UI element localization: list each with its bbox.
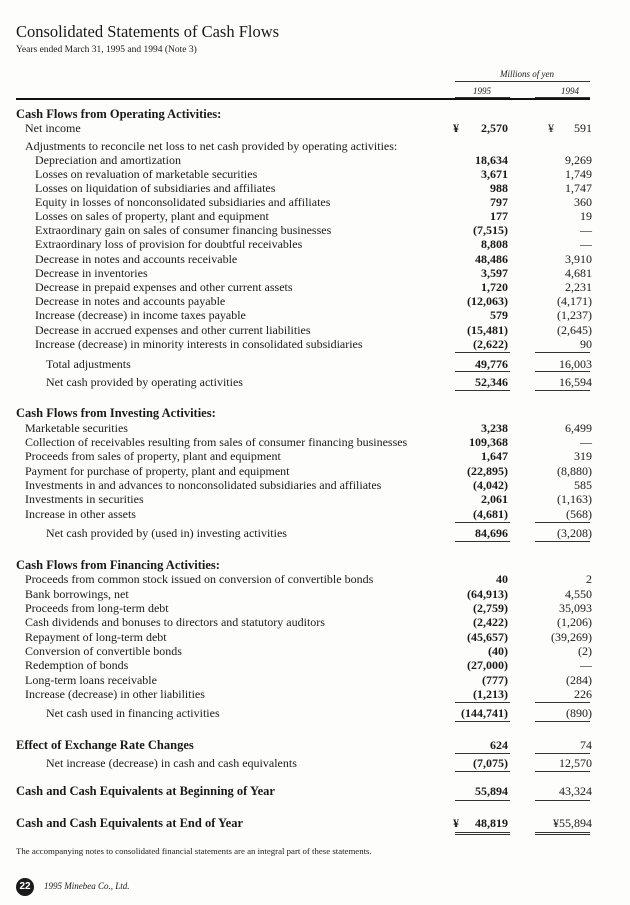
table-row: Increase (decrease) in income taxes payable 579 (1,237) [35, 308, 592, 322]
table-row: Collection of receivables resulting from sales of consumer financing businesses 109,368 — [25, 435, 592, 449]
table-row: Decrease in inventories 3,597 4,681 [35, 266, 592, 280]
table-row: Net cash used in financing activities (144,741) (890) [46, 706, 592, 720]
table-row: Extraordinary loss of provision for doubtful receivables 8,808 — [35, 237, 592, 251]
table-row: Repayment of long-term debt (45,657) (39,269) [25, 630, 592, 644]
section-investing-heading: Cash Flows from Investing Activities: [16, 406, 216, 420]
total-rule [535, 721, 590, 722]
table-row: Extraordinary gain on sales of consumer financing businesses (7,515) — [35, 223, 592, 237]
table-row: Investments in securities 2,061 (1,163) [25, 492, 592, 506]
column-header-1994: 1994 [561, 86, 579, 96]
subtotal-rule [455, 753, 510, 754]
table-row: Cash and Cash Equivalents at End of Year ¥ 48,819 ¥55,894 [16, 816, 592, 830]
table-row: Marketable securities 3,238 6,499 [25, 421, 592, 435]
footnote: The accompanying notes to consolidated financial statements are an integral part of these statements. [16, 846, 372, 856]
table-row: Conversion of convertible bonds (40) (2) [25, 644, 592, 658]
subtotal-rule [535, 800, 590, 801]
subtotal-rule [535, 753, 590, 754]
table-row: Proceeds from sales of property, plant and equipment 1,647 319 [25, 449, 592, 463]
subtotal-rule [455, 522, 510, 523]
yen-symbol-1995: ¥ [453, 816, 459, 830]
header-rule [16, 98, 590, 100]
table-row: Increase (decrease) in other liabilities (1,213) 226 [25, 687, 592, 701]
subtotal-rule [535, 522, 590, 523]
table-row: Payment for purchase of property, plant and equipment (22,895) (8,880) [25, 464, 592, 478]
table-row: Net income ¥ 2,570 ¥ 591 [25, 121, 592, 135]
subtotal-rule [455, 800, 510, 801]
total-rule [455, 390, 510, 391]
table-row: Net cash provided by operating activities 52,346 16,594 [46, 375, 592, 389]
subtotal-rule [535, 371, 590, 372]
table-row: Decrease in accrued expenses and other current liabilities (15,481) (2,645) [35, 323, 592, 337]
table-row: Total adjustments 49,776 16,003 [46, 357, 592, 371]
table-row: Effect of Exchange Rate Changes 624 74 [16, 738, 592, 752]
section-financing-heading: Cash Flows from Financing Activities: [16, 558, 220, 572]
statement-subtitle: Years ended March 31, 1995 and 1994 (Note 3) [16, 45, 197, 55]
subtotal-rule [455, 371, 510, 372]
table-row: Proceeds from long-term debt (2,759) 35,093 [25, 601, 592, 615]
table-row: Decrease in notes and accounts receivable 48,486 3,910 [35, 252, 592, 266]
table-row: Long-term loans receivable (777) (284) [25, 673, 592, 687]
total-rule [455, 721, 510, 722]
table-row: Cash dividends and bonuses to directors and statutory auditors (2,422) (1,206) [25, 615, 592, 629]
subtotal-rule [455, 702, 510, 703]
final-double-rule [455, 832, 510, 835]
table-row: Net increase (decrease) in cash and cash equivalents (7,075) 12,570 [46, 756, 592, 770]
table-row: Bank borrowings, net (64,913) 4,550 [25, 587, 592, 601]
final-double-rule [535, 832, 590, 835]
subtotal-rule [455, 352, 510, 353]
table-row: Increase (decrease) in minority interests in consolidated subsidiaries (2,622) 90 [35, 337, 592, 351]
table-row: Redemption of bonds (27,000) — [25, 658, 592, 672]
company-footer: 1995 Minebea Co., Ltd. [44, 881, 130, 891]
page-number-badge: 22 [16, 878, 34, 896]
table-row: Investments in and advances to nonconsolidated subsidiaries and affiliates (4,042) 585 [25, 478, 592, 492]
statement-title: Consolidated Statements of Cash Flows [16, 22, 280, 41]
table-row: Losses on revaluation of marketable securities 3,671 1,749 [35, 167, 592, 181]
total-rule [535, 390, 590, 391]
unit-underline [455, 81, 590, 82]
table-row: Decrease in prepaid expenses and other current assets 1,720 2,231 [35, 280, 592, 294]
table-row: Losses on liquidation of subsidiaries and affiliates 988 1,747 [35, 181, 592, 195]
table-row: Net cash provided by (used in) investing activities 84,696 (3,208) [46, 526, 592, 540]
table-row: Decrease in notes and accounts payable (12,063) (4,171) [35, 294, 592, 308]
total-rule [535, 541, 590, 542]
yen-symbol-1994: ¥ [548, 121, 554, 135]
subtotal-rule [535, 702, 590, 703]
section-operating-heading: Cash Flows from Operating Activities: [16, 107, 222, 121]
column-header-1995: 1995 [473, 86, 491, 96]
table-row: Adjustments to reconcile net loss to net cash provided by operating activities: [25, 139, 398, 153]
table-row: Equity in losses of nonconsolidated subsidiaries and affiliates 797 360 [35, 195, 592, 209]
total-rule [535, 771, 590, 772]
yen-symbol-1995: ¥ [453, 121, 459, 135]
total-rule [455, 771, 510, 772]
table-row: Losses on sales of property, plant and equipment 177 19 [35, 209, 592, 223]
total-rule [455, 541, 510, 542]
table-row: Increase in other assets (4,681) (568) [25, 507, 592, 521]
subtotal-rule [535, 352, 590, 353]
table-row: Depreciation and amortization 18,634 9,269 [35, 153, 592, 167]
table-row: Cash and Cash Equivalents at Beginning of Year 55,894 43,324 [16, 784, 592, 798]
unit-label: Millions of yen [500, 69, 554, 79]
table-row: Proceeds from common stock issued on conversion of convertible bonds 40 2 [25, 572, 592, 586]
